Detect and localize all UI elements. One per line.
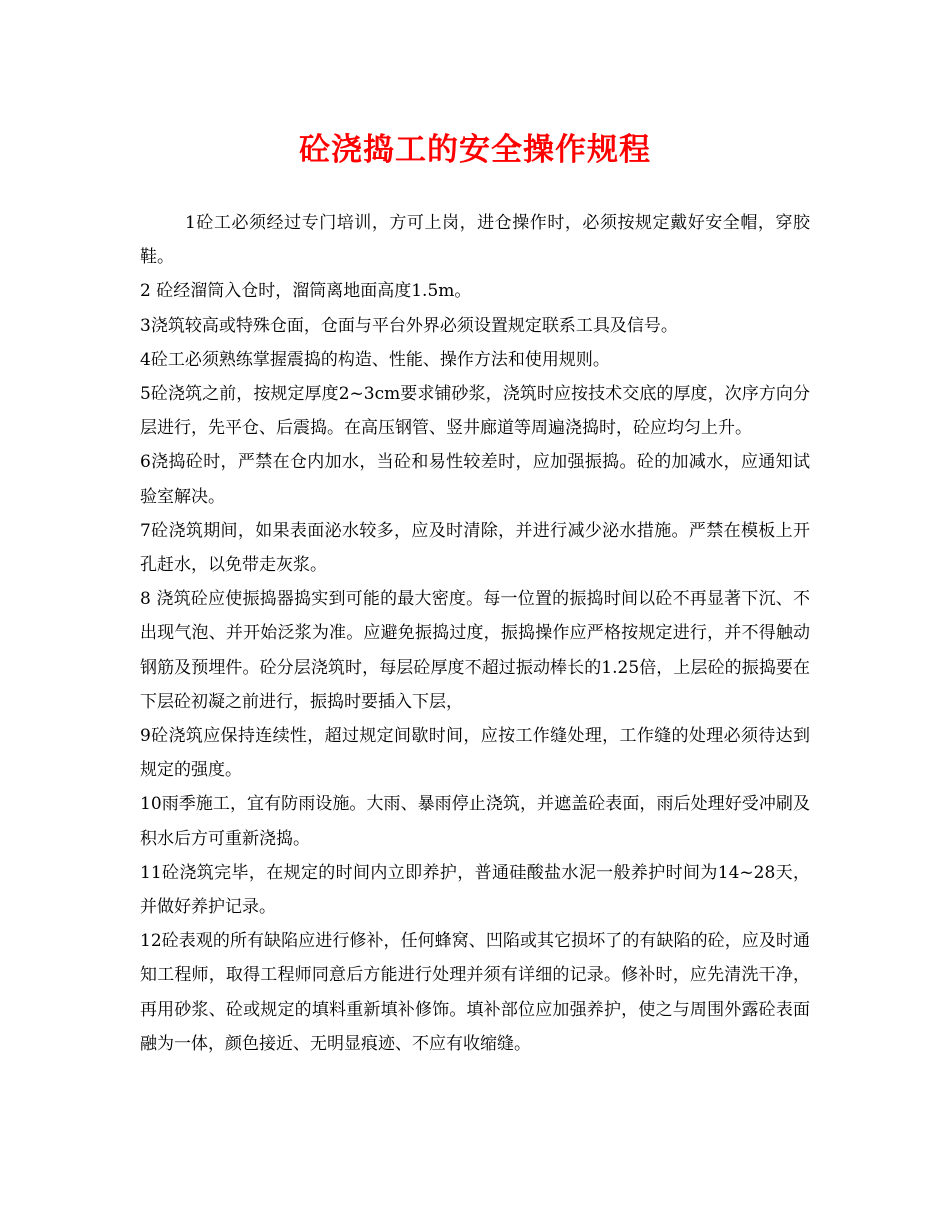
- paragraph-10: 10雨季施工，宜有防雨设施。大雨、暴雨停止浇筑，并遮盖砼表面，雨后处理好受冲刷及积水后方可重新浇捣。: [140, 794, 810, 849]
- paragraph-9: 9砼浇筑应保持连续性，超过规定间歇时间，应按工作缝处理，工作缝的处理必须待达到规定的强度。: [140, 726, 810, 781]
- paragraph-4: 4砼工必须熟练掌握震捣的构造、性能、操作方法和使用规则。: [140, 349, 610, 370]
- paragraph-11: 11砼浇筑完毕，在规定的时间内立即养护，普通硅酸盐水泥一般养护时间为14~28天，并做好养护记录。: [140, 862, 810, 918]
- paragraph-8: 8 浇筑砼应使振捣器捣实到可能的最大密度。每一位置的振捣时间以砼不再显著下沉、不出现气泡、并开始泛浆为准。应避免振捣过度，振捣操作应严格按规定进行，并不得触动钢筋及预埋件。砼分层浇筑时，每层砼厚度不超过振动棒长的1.25倍，上层砼的振捣要在下层砼初凝之前进行，振捣时要插入下层，: [140, 589, 810, 712]
- paragraph-7: 7砼浇筑期间，如果表面泌水较多，应及时清除，并进行减少泌水措施。严禁在模板上开孔赶水，以免带走灰浆。: [140, 520, 810, 576]
- document-title: 砼浇捣工的安全操作规程: [299, 132, 651, 168]
- paragraph-2: 2 砼经溜筒入仓时，溜筒离地面高度1.5m。: [140, 281, 472, 302]
- paragraph-5: 5砼浇筑之前，按规定厚度2~3cm要求铺砂浆，浇筑时应按技术交底的厚度，次序方向分层进行，先平仓、后震捣。在高压钢管、竖井廊道等周遍浇捣时，砼应均匀上升。: [140, 384, 810, 439]
- paragraph-3: 3浇筑较高或特殊仓面，仓面与平台外界必须设置规定联系工具及信号。: [140, 315, 678, 336]
- paragraph-1: 1砼工必须经过专门培训，方可上岗，进仓操作时，必须按规定戴好安全帽，穿胶鞋。: [140, 213, 810, 268]
- document-body: [140, 206, 810, 1061]
- paragraph-6: 6浇捣砼时，严禁在仓内加水，当砼和易性较差时，应加强振捣。砼的加减水，应通知试验室解决。: [140, 452, 810, 507]
- paragraph-12: 12砼表观的所有缺陷应进行修补，任何蜂窝、凹陷或其它损坏了的有缺陷的砼，应及时通知工程师，取得工程师同意后方能进行处理并须有详细的记录。修补时，应先清洗干净，再用砂浆、砼或规定的填料重新填补修饰。填补部位应加强养护，使之与周围外露砼表面融为一体，颜色接近、无明显痕迹、不应有收缩缝。: [140, 931, 810, 1054]
